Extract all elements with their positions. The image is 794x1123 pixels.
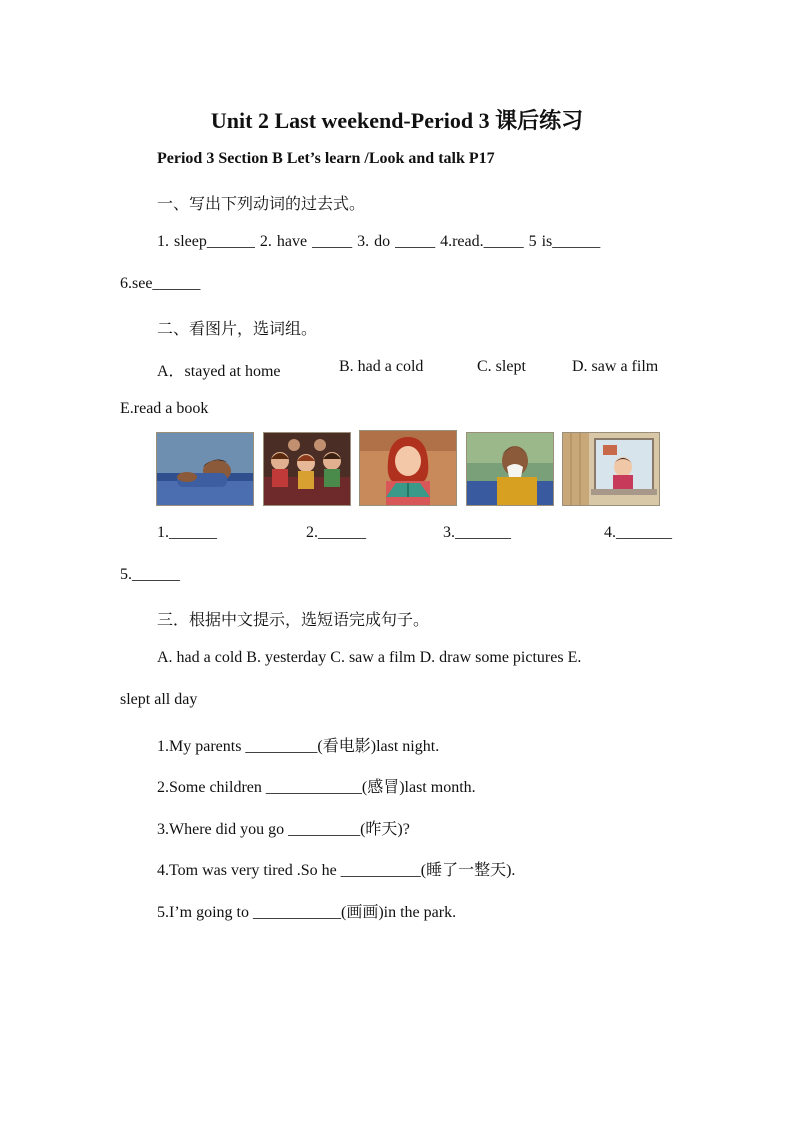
- section3-options-line2: slept all day: [120, 691, 198, 708]
- section2-heading: 二、看图片，选词组。: [157, 321, 318, 338]
- sentence-5: 5.I’m going to ___________(画画)in the park.: [157, 904, 457, 921]
- section1-heading: 一、写出下列动词的过去式。: [157, 196, 366, 213]
- option-d: D. saw a film: [572, 358, 659, 375]
- option-b: B. had a cold: [339, 358, 424, 375]
- answer-blank-5[interactable]: 5.______: [120, 566, 180, 583]
- boy-with-cold-picture: [466, 432, 554, 506]
- sentence-3: 3.Where did you go _________(昨天)?: [157, 821, 410, 838]
- section1-line1: 1. sleep______ 2. have _____ 3. do _____ 4.read._____ 5 is______: [157, 233, 601, 250]
- sentence-4: 4.Tom was very tired .So he __________(睡了一整天).: [157, 862, 516, 879]
- option-e: E.read a book: [120, 400, 209, 417]
- girl-at-window-picture: [562, 432, 660, 506]
- answer-blank-3[interactable]: 3._______: [443, 524, 511, 541]
- lesson-subtitle: Period 3 Section B Let’s learn /Look and talk P17: [157, 150, 495, 167]
- cinema-audience-picture: [263, 432, 351, 506]
- sentence-1: 1.My parents _________(看电影)last night.: [157, 738, 440, 755]
- option-c: C. slept: [477, 358, 526, 375]
- option-a: A．stayed at home: [157, 363, 281, 380]
- answer-blank-1[interactable]: 1.______: [157, 524, 217, 541]
- girl-reading-picture: [359, 430, 457, 506]
- section1-line2: 6.see______: [120, 275, 201, 292]
- boy-sleeping-picture: [156, 432, 254, 506]
- answer-blank-2[interactable]: 2.______: [306, 524, 366, 541]
- answer-blank-4[interactable]: 4._______: [604, 524, 672, 541]
- section3-heading: 三．根据中文提示，选短语完成句子。: [157, 612, 430, 629]
- page-title: Unit 2 Last weekend-Period 3 课后练习: [210, 108, 584, 133]
- sentence-2: 2.Some children ____________(感冒)last month.: [157, 779, 476, 796]
- section3-options-line1: A. had a cold B. yesterday C. saw a film D. draw some pictures E.: [157, 649, 582, 666]
